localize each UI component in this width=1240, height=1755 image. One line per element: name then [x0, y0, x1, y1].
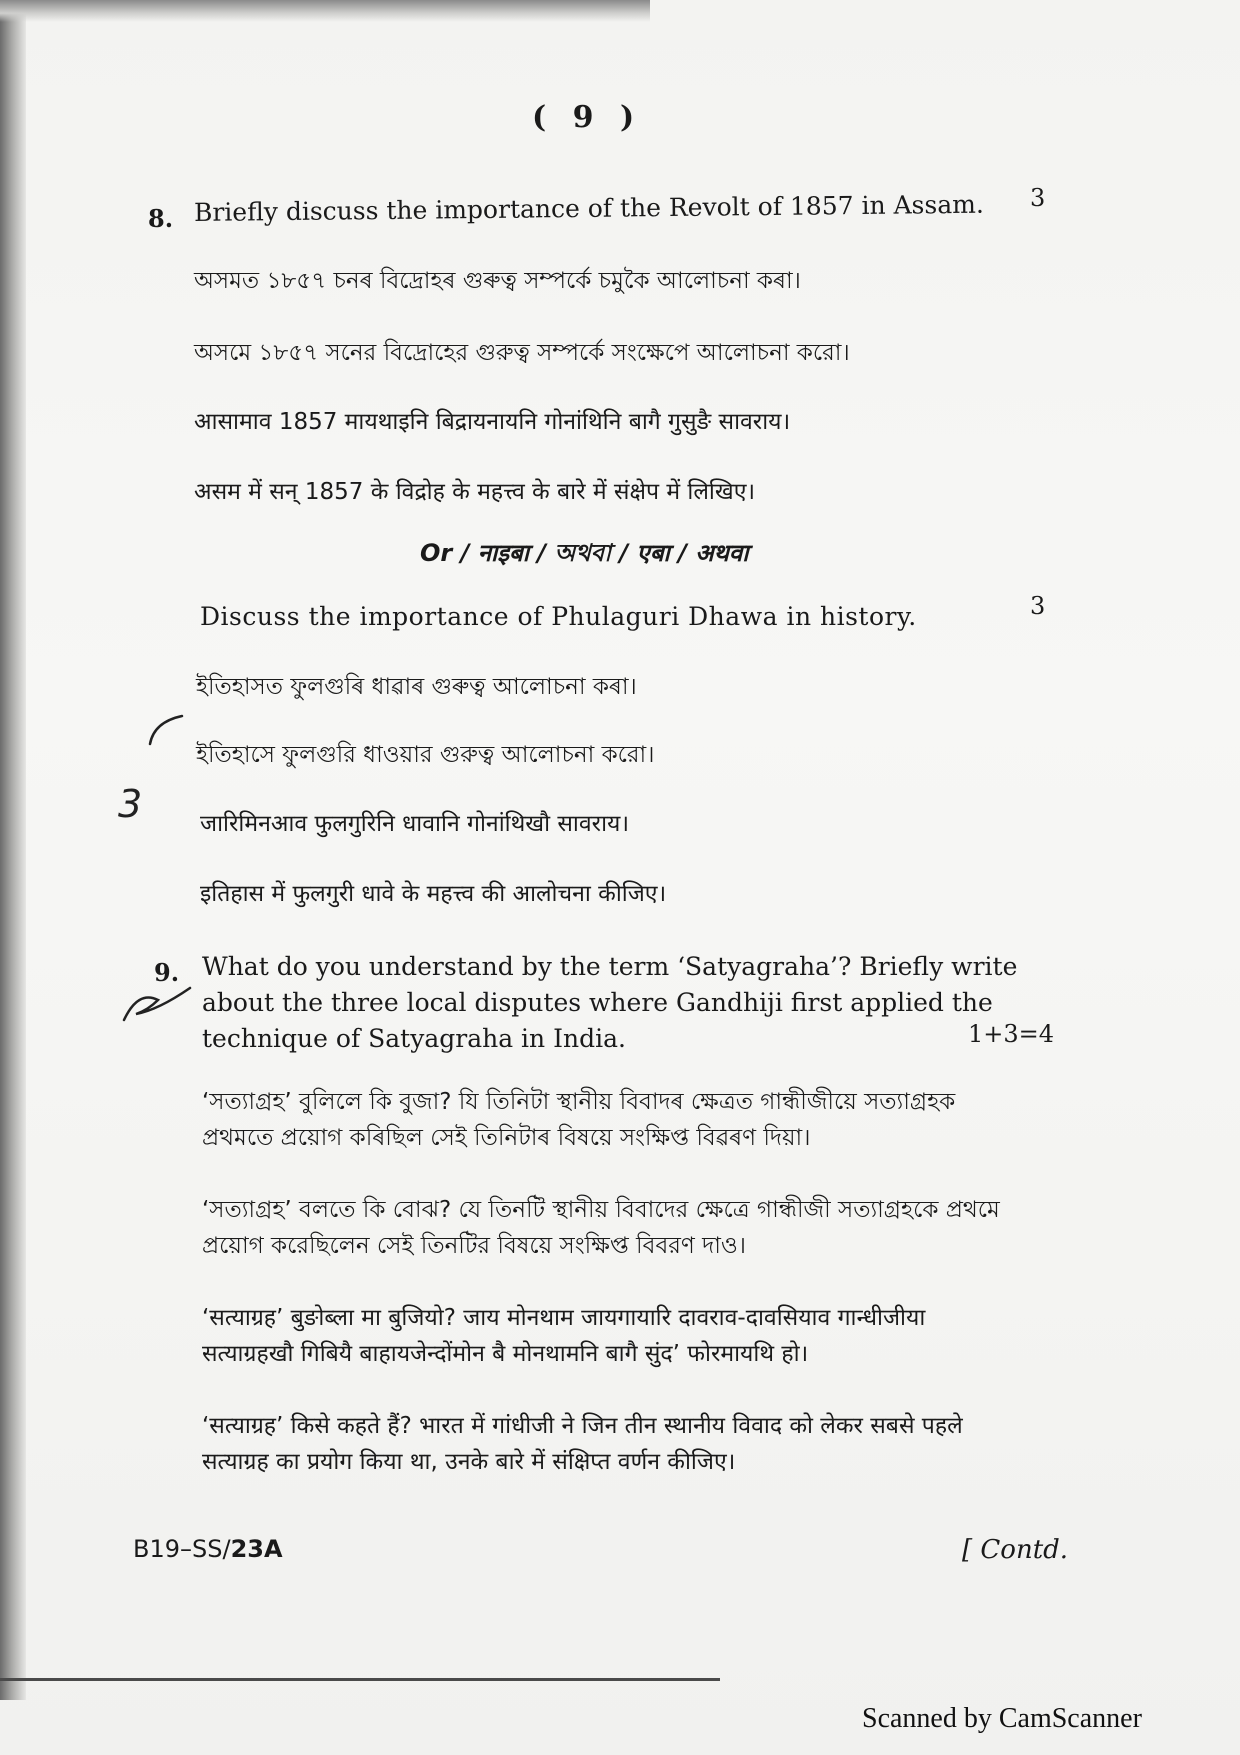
question-8-alt-bengali: ইতিহাসে ফুলগুরি ধাওয়ার গুরুত্ব আলোচনা করো। — [196, 742, 655, 768]
question-9-marks: 1+3=4 — [968, 1020, 1055, 1048]
question-8-assamese: অসমত ১৮৫৭ চনৰ বিদ্ৰোহৰ গুৰুত্ব সম্পৰ্কে চমুকৈ আলোচনা কৰা। — [194, 268, 801, 294]
question-8-english: Briefly discuss the importance of the Revolt of 1857 in Assam. — [193, 189, 984, 227]
scanner-watermark: Scanned by CamScanner — [862, 1703, 1142, 1734]
question-9-english-line-3: technique of Satyagraha in India. — [202, 1024, 626, 1053]
or-separator: Or / नाइबा / অথবা / एबा / अथवा — [420, 539, 749, 567]
binding-shadow — [0, 0, 26, 1700]
top-edge-shadow — [0, 0, 650, 22]
bottom-edge-line — [0, 1678, 720, 1681]
question-9-assamese: ‘সত্যাগ্ৰহ’ বুলিলে কি বুজা? যি তিনিটা স্থানীয় বিবাদৰ ক্ষেত্ৰত গান্ধীজীয়ে সত্যাগ্ৰহক প্ৰথমতে প্ৰয়োগ কৰিছিল সেই তিনিটাৰ বিষয়ে সংক্ষিপ্ত বিৱৰণ দিয়া। — [202, 1089, 956, 1151]
question-8-hindi: असम में सन् 1857 के विद्रोह के महत्त्व के बारे में संक्षेप में लिखिए। — [194, 479, 756, 505]
question-9-english-line-2: about the three local disputes where Gandhiji first applied the — [202, 988, 993, 1017]
question-8-bengali: অসমে ১৮৫৭ সনের বিদ্রোহের গুরুত্ব সম্পর্কে সংক্ষেপে আলোচনা করো। — [194, 340, 850, 366]
question-8-alt-marks: 3 — [1030, 592, 1046, 620]
continued-label: [ Contd. — [962, 1535, 1069, 1565]
handwritten-score: 3 — [118, 782, 143, 826]
question-9-bodo: ‘सत्याग्रह’ बुङोब्ला मा बुजियो? जाय मोनथाम जायगायारि दावराव-दावसियाव गान्धीजीया सत्याग्रहखौ गिबियै बाहायजेन्दोंमोन बै मोनथामनि बागै सुंद’ फोरमायथि हो। — [202, 1305, 926, 1367]
question-9-hindi: ‘सत्याग्रह’ किसे कहते हैं? भारत में गांधीजी ने जिन तीन स्थानीय विवाद को लेकर सबसे पहले सत्याग्रह का प्रयोग किया था, उनके बारे में संक्षिप्त वर्णन कीजिए। — [202, 1413, 963, 1475]
question-8-bodo: आसामाव 1857 मायथाइनि बिद्रायनायनि गोनांथिनि बागै गुसुङै सावराय। — [194, 409, 791, 435]
question-8-alt-bodo: जारिमिनआव फुलगुरिनि धावानि गोनांथिखौ सावराय। — [200, 811, 630, 837]
question-8-marks: 3 — [1030, 184, 1046, 212]
question-9-english-line-1: What do you understand by the term ‘Satyagraha’? Briefly write — [202, 952, 1018, 981]
question-8-alt-assamese: ইতিহাসত ফুলগুৰি ধাৱাৰ গুৰুত্ব আলোচনা কৰা। — [196, 674, 637, 700]
question-8-alt-hindi: इतिहास में फुलगुरी धावे के महत्त्व की आलोचना कीजिए। — [200, 881, 667, 907]
paper-code-suffix: 23A — [230, 1535, 283, 1563]
page-number: ( 9 ) — [532, 100, 643, 135]
question-9-number: 9. — [154, 958, 180, 987]
paper-code-prefix: B19–SS/ — [133, 1535, 231, 1563]
handwritten-scribble-mark — [118, 980, 198, 1030]
question-9-bengali: ‘সত্যাগ্রহ’ বলতে কি বোঝ? যে তিনটি স্থানীয় বিবাদের ক্ষেত্রে গান্ধীজী সত্যাগ্রহকে প্রথমে প্রয়োগ করেছিলেন সেই তিনটির বিষয়ে সংক্ষিপ্ত বিবরণ দাও। — [202, 1197, 1000, 1259]
handwritten-tick-mark — [140, 710, 190, 750]
question-8-alt-english: Discuss the importance of Phulaguri Dhawa in history. — [200, 602, 917, 631]
question-8-number: 8. — [148, 204, 174, 233]
paper-code — [133, 1535, 283, 1563]
